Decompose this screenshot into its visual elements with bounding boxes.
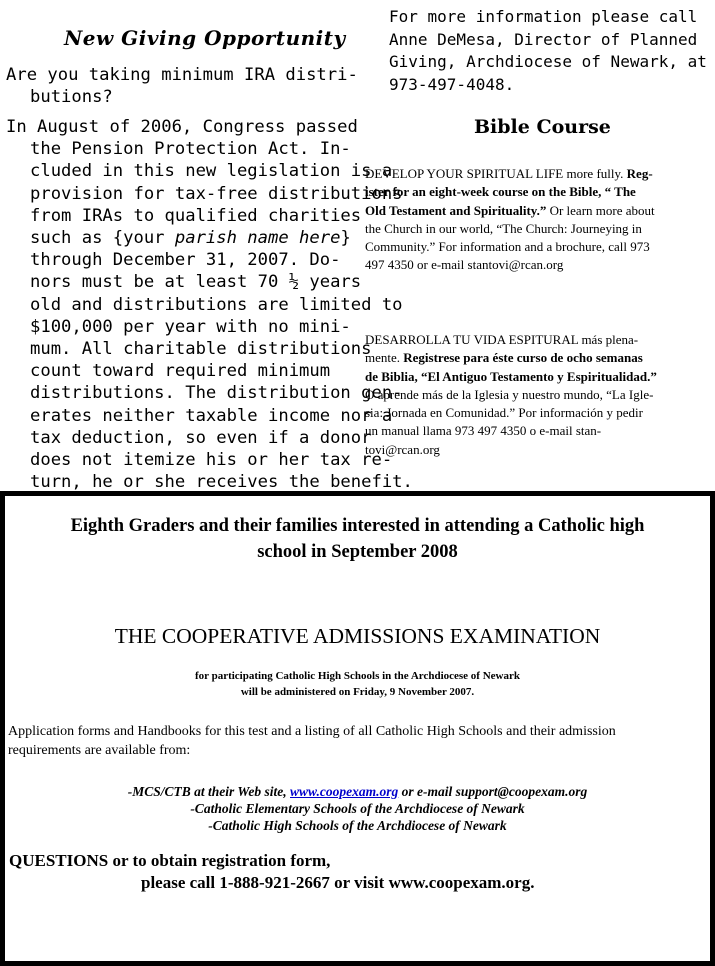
english-line-1a: DEVELOP YOUR SPIRITUAL LIFE more fully. [365,166,627,181]
application-info [8,722,616,760]
source-item-web [0,783,715,800]
giving-body [6,116,413,493]
parish-placeholder: parish name here [174,228,341,249]
body-line-parish [6,227,413,249]
english-line-3a: Old Testament and Spirituality.” [365,202,547,218]
planned-giving-contact [389,6,707,96]
source-web-suffix: or e-mail support@coopexam.org [398,784,588,799]
giving-title: New Giving Opportunity [64,26,346,50]
info-line: For more information please call [389,7,698,26]
body-line: provision for tax-free distributions [30,183,403,204]
spanish-line-2b: Registrese para éste curso de ocho semanas [403,350,643,366]
body-line: old and distributions are limited to [30,294,403,315]
exam-heading [0,513,715,565]
body-line: the Pension Protection Act. In- [30,139,351,160]
english-line [365,183,655,201]
spanish-line: tovi@rcan.org [365,441,440,457]
exam-heading-line-1: Eighth Graders and their families interested in attending a Catholic high [70,516,645,536]
sources-list [0,783,715,834]
bible-spanish-text [365,331,657,459]
body-line: tax deduction, so even if a donor [30,427,372,448]
exam-subtitle [0,668,715,700]
body-line: from IRAs to qualified charities [30,205,362,226]
spanish-line: O aprende más de la Iglesia y nuestro mundo, “La Igle- [365,386,654,402]
bible-course-title: Bible Course [474,116,611,138]
ira-question [6,64,358,108]
questions-line-2: please call 1-888-921-2667 or visit www.coopexam.org. [141,873,535,892]
exam-subtitle-line-1: for participating Catholic High Schools in the Archdiocese of Newark [194,670,520,682]
application-line-2: requirements are available from: [8,743,191,758]
body-line: does not itemize his or her tax re- [30,450,393,471]
exam-heading-line-2: school in September 2008 [257,542,458,562]
body-line: nors must be at least 70 ½ years [30,272,362,293]
application-line-1: Application forms and Handbooks for this test and a listing of all Catholic High Schools and their admission [8,724,616,739]
english-line: the Church in our world, “The Church: Journeying in [365,220,642,236]
spanish-line: un manual llama 973 497 4350 o e-mail stan- [365,423,602,439]
spanish-line-3: de Biblia, “El Antiguo Testamento y Espiritualidad.” [365,368,657,384]
exam-title: THE COOPERATIVE ADMISSIONS EXAMINATION [114,624,601,648]
coopexam-link[interactable]: www.coopexam.org [290,784,399,799]
question-line-2: butions? [30,87,113,108]
body-line: cluded in this new legislation is a [30,161,393,182]
info-line: Anne DeMesa, Director of Planned [389,29,698,49]
body-line: erates neither taxable income nor a [30,405,393,426]
spanish-line: DESARROLLA TU VIDA ESPITURAL más plena- [365,332,639,347]
info-line: 973-497-4048. [389,74,515,94]
body-line: through December 31, 2007. Do- [30,250,341,271]
english-line-3b: Or learn more about [546,202,655,218]
questions-line-1: QUESTIONS or to obtain registration form, [9,851,331,870]
body-line: count toward required minimum [30,361,331,382]
english-line: Community.” For information and a brochure, call 973 [365,239,650,255]
spanish-line-2a: mente. [365,350,404,366]
info-line: Giving, Archdiocese of Newark, at [389,52,707,71]
english-line-1b: Reg- [626,166,653,181]
english-line [365,202,655,220]
question-line-1: Are you taking minimum IRA distri- [6,65,358,85]
body-line: In August of 2006, Congress passed [6,117,358,137]
english-line: 497 4350 or e-mail stantovi@rcan.org [365,257,564,273]
spanish-line [365,349,657,367]
exam-subtitle-line-2: will be administered on Friday, 9 November 2007. [240,686,475,698]
english-line [365,165,655,183]
spanish-line [365,368,657,386]
body-line-start: such as {your [30,228,175,249]
spanish-line: sia: Jornada en Comunidad.” Por información y pedir [365,405,643,421]
body-line: turn, he or she receives the benefit. [30,472,413,493]
source-item-high: -Catholic High Schools of the Archdiocese of Newark [208,818,507,833]
parish-close: } [340,228,351,249]
source-web-prefix: -MCS/CTB at their Web site, [127,784,291,799]
body-line: mum. All charitable distributions [30,339,372,360]
body-line: $100,000 per year with no mini- [30,316,351,337]
english-line-2: ister for an eight-week course on the Bible, “ The [365,184,636,200]
body-line: distributions. The distribution gen- [30,383,403,404]
source-item-elementary: -Catholic Elementary Schools of the Archdiocese of Newark [190,801,525,816]
bible-english-text [365,165,655,275]
